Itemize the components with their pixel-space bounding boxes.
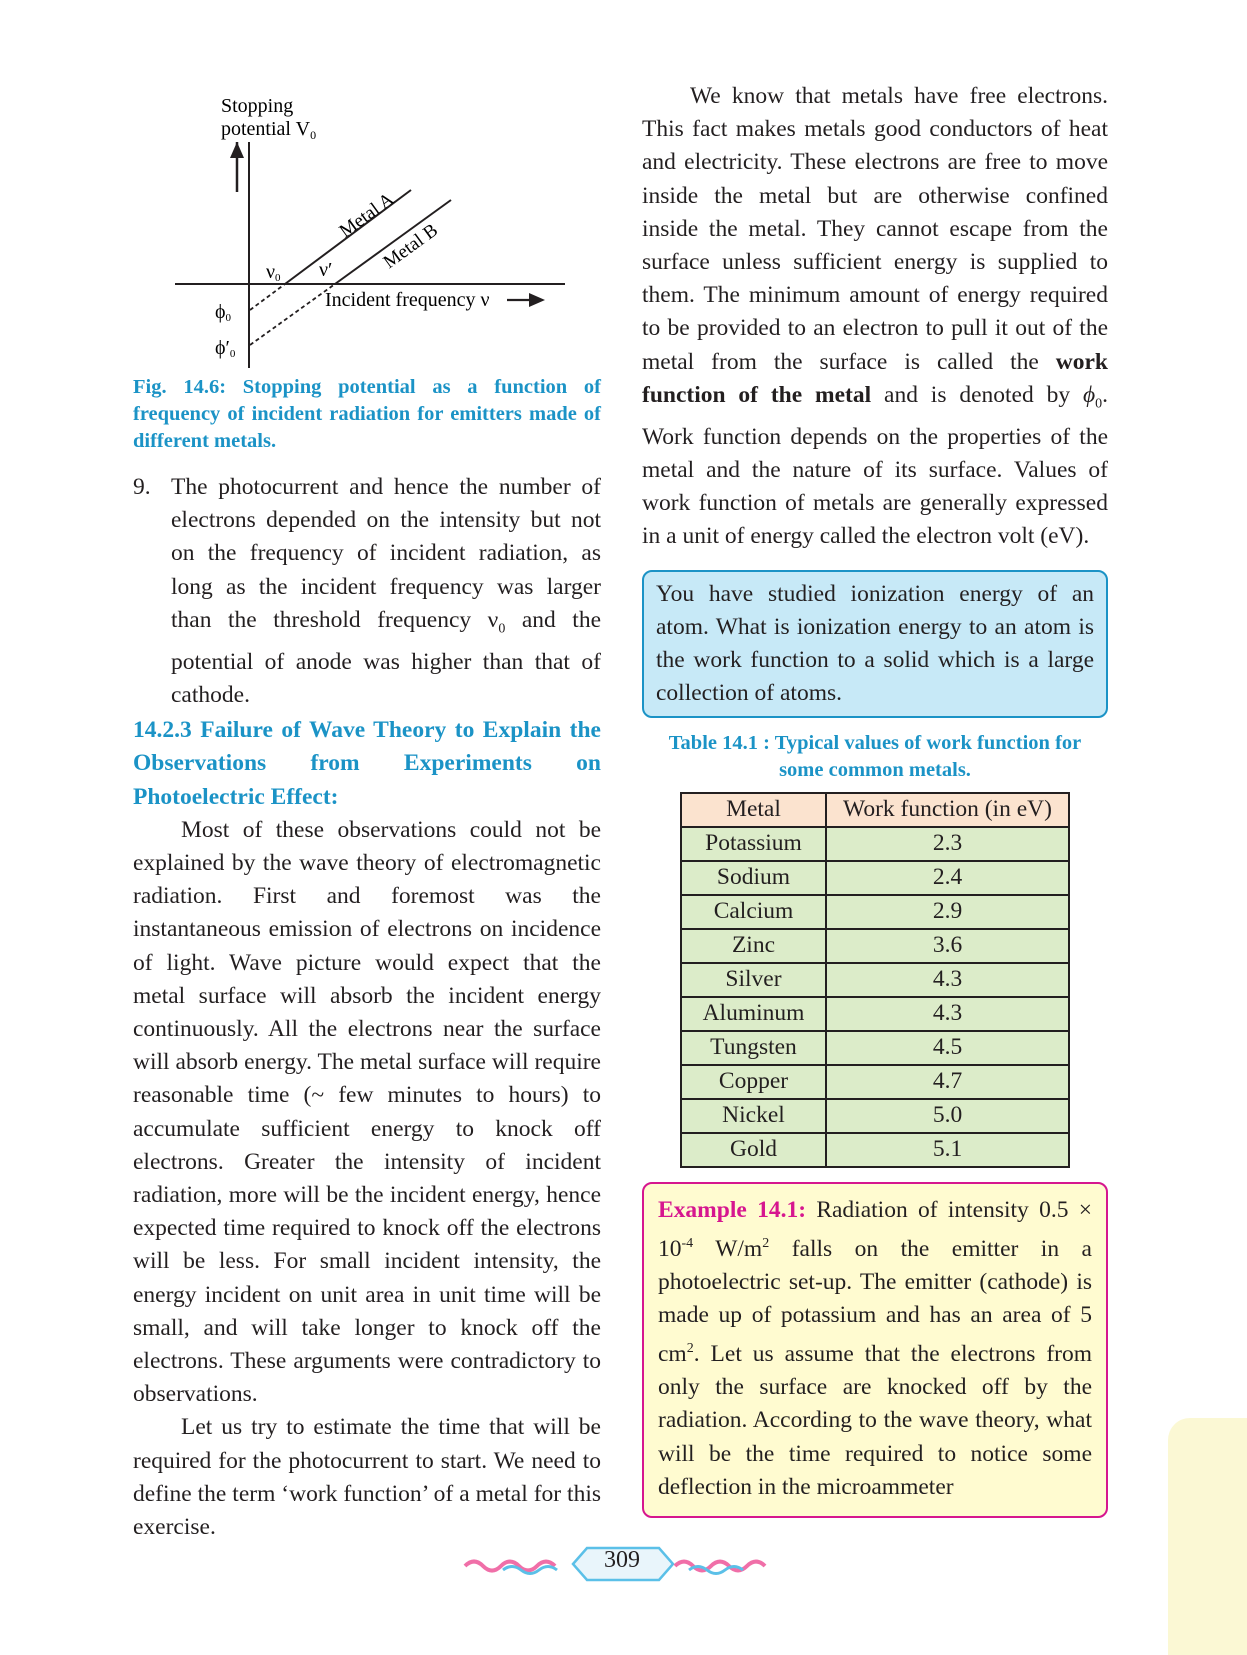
y-axis-label-line2: potential $V_0$	[221, 118, 317, 142]
table-header-row	[681, 793, 1069, 827]
table-row	[681, 895, 1069, 929]
paragraph-work-function-intro: Let us try to estimate the time that will be required for the photocurrent to start. We need to define the term ‘work function’ of a metal for this exercise.	[133, 1414, 601, 1540]
info-box-ionization: You have studied ionization energy of an atom. What is ionization energy to an atom is the work function to a solid which is a large collection of atoms.	[642, 570, 1108, 718]
table-cell-metal: Calcium	[681, 895, 826, 929]
table-row	[681, 929, 1069, 963]
table-cell-value: 4.3	[826, 963, 1069, 997]
metal-a-label: Metal A	[335, 188, 398, 243]
page-number: 309	[604, 1547, 640, 1573]
table-cell-value: 2.4	[826, 861, 1069, 895]
paragraph-work-function: We know that metals have free electrons. This fact makes metals good conductors of heat and electricity. These electrons are free to move inside the metal but are otherwise confined inside the metal. They cannot escape from the surface unless sufficient energy is supplied to them. The minimum amount of energy required to be provided to an electron to pull it out of the metal from the surface is called the work function of the metal and is denoted by $\phi_0$. Work function depends on the properties of the metal and the nature of its surface. Values of work function of metals are generally expressed in a unit of energy called the electron volt (eV).	[642, 83, 1108, 550]
metal-b-dashed-extension	[250, 284, 335, 345]
table-row	[681, 1065, 1069, 1099]
table-cell-metal: Potassium	[681, 827, 826, 861]
nu0-prime-label: ν′	[319, 259, 333, 281]
table-row	[681, 827, 1069, 861]
table-cell-value: 5.0	[826, 1099, 1069, 1133]
metal-b-label: Metal B	[379, 219, 442, 274]
metal-a-dashed-extension	[250, 284, 285, 310]
table-row	[681, 1099, 1069, 1133]
table-header-metal: Metal	[681, 793, 826, 827]
page-number-box	[572, 1545, 672, 1579]
table-cell-metal: Nickel	[681, 1099, 826, 1133]
phi0-prime-label: ϕ′0	[215, 337, 236, 360]
right-column	[642, 80, 1108, 1518]
list-number: 9.	[133, 474, 151, 500]
table-cell-metal: Gold	[681, 1133, 826, 1167]
table-row	[681, 861, 1069, 895]
left-column	[133, 80, 601, 1544]
table-cell-value: 4.7	[826, 1065, 1069, 1099]
table-cell-value: 5.1	[826, 1133, 1069, 1167]
section-heading: 14.2.3 Failure of Wave Theory to Explain the Observations from Experiments on Photoelectric Effect:	[133, 717, 601, 810]
phi0-label: ϕ0	[215, 301, 232, 324]
table-cell-value: 2.3	[826, 827, 1069, 861]
y-axis-label-line1: Stopping	[221, 95, 294, 117]
table-cell-metal: Silver	[681, 963, 826, 997]
y-axis-arrow-head	[230, 142, 244, 158]
figure-caption: Fig. 14.6: Stopping potential as a function of frequency of incident radiation for emitters made of different metals.	[133, 376, 601, 452]
table-caption: Table 14.1 : Typical values of work function for some common metals.	[668, 731, 1082, 781]
table-cell-value: 4.3	[826, 997, 1069, 1031]
example-label: Example 14.1:	[658, 1196, 807, 1223]
table-row	[681, 997, 1069, 1031]
work-function-table	[680, 792, 1070, 1168]
side-tab-decoration	[1168, 1418, 1247, 1655]
table-cell-metal: Copper	[681, 1065, 826, 1099]
table-cell-value: 4.5	[826, 1031, 1069, 1065]
x-axis-label: Incident frequency ν	[325, 289, 490, 311]
table-cell-value: 2.9	[826, 895, 1069, 929]
table-cell-metal: Sodium	[681, 861, 826, 895]
list-item-9	[133, 471, 601, 712]
table-cell-metal: Aluminum	[681, 997, 826, 1031]
table-row	[681, 963, 1069, 997]
example-box: Example 14.1: Radiation of intensity $0.5 \times 10^{-4}$ $W/m^2$ falls on the emitter in a photoelectric set-up. The emitter (cathode) is made up of potassium and has an area of 5 $cm^2$. Let us assume that the electrons from only the surface are knocked off by the radiation. According to the wave theory, what will be the time required to notice some deflection in the microammeter	[642, 1182, 1108, 1518]
table-cell-metal: Zinc	[681, 929, 826, 963]
table-row	[681, 1031, 1069, 1065]
table-header-work-function: Work function (in eV)	[826, 793, 1069, 827]
paragraph-wave-theory: Most of these observations could not be explained by the wave theory of electromagnetic radiation. First and foremost was the instantaneous emission of electrons on incidence of light. Wave picture would expect that the metal surface will absorb the incident energy continuously. All the electrons near the surface will absorb energy. The metal surface will require reasonable time (~ few minutes to hours) to accumulate sufficient energy to knock off electrons. Greater the intensity of incident radiation, more will be the incident energy, hence expected time required to knock off the electrons will be less. For small incident intensity, the energy incident on unit area in unit time will be small, and will take longer to knock off the electrons. These arguments were contradictory to observations.	[133, 816, 601, 1408]
nu0-label: ν0	[266, 261, 281, 284]
x-axis-arrow-head	[529, 293, 545, 307]
table-row	[681, 1133, 1069, 1167]
table-cell-value: 3.6	[826, 929, 1069, 963]
list-text: The photocurrent and hence the number of electrons depended on the intensity but not on the frequency of incident radiation, as long as the incident frequency was larger than the threshold frequency $\nu_0$ and the potential of anode was higher than that of cathode.	[171, 474, 602, 708]
stopping-potential-figure	[133, 80, 573, 370]
table-cell-metal: Tungsten	[681, 1031, 826, 1065]
